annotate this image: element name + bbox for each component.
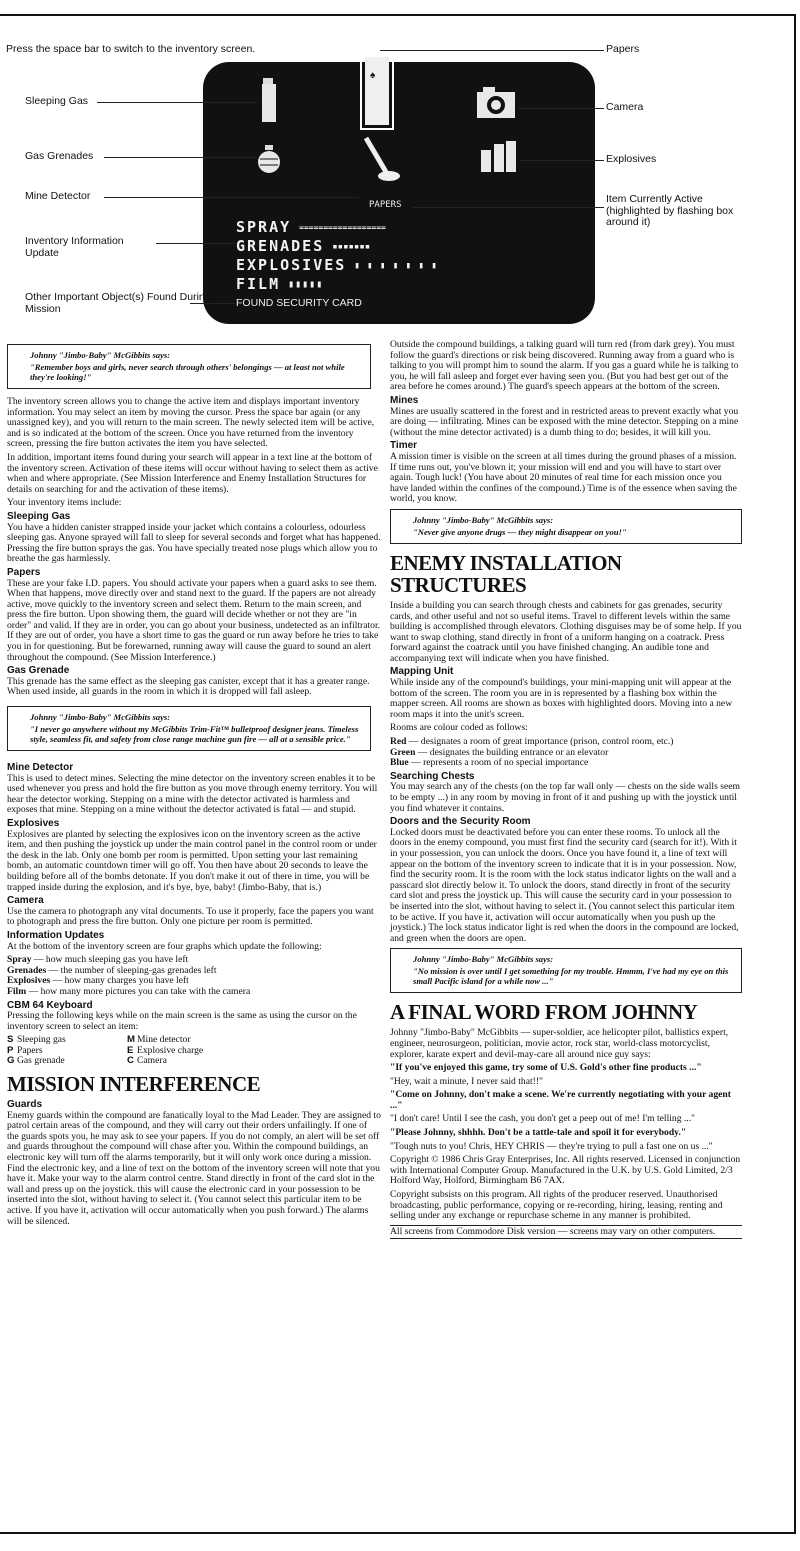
key-table bbox=[7, 1035, 381, 1067]
found-item-line: FOUND SECURITY CARD bbox=[236, 297, 362, 309]
svg-text:♠: ♠ bbox=[370, 70, 376, 81]
copyright-text: Copyright subsists on this program. All rights of the producer reserved. Unauthorised broadcasting, public performance, copying or re-recording, hiring, leasing, renting and selling under any exchange or repurchase scheme in any manner is prohibited. bbox=[390, 1189, 723, 1222]
section-heading: Information Updates bbox=[7, 929, 105, 941]
leader-line bbox=[520, 160, 604, 161]
callout-camera: Camera bbox=[606, 101, 644, 113]
leader-line bbox=[104, 157, 257, 158]
mine-detector-icon bbox=[360, 136, 402, 184]
dialogue-line: "Please Johnny, shhhh. Don't be a tattle-tale and spoil it for everybody." bbox=[390, 1127, 687, 1139]
leader-line bbox=[104, 197, 359, 198]
enemy-structures-heading: ENEMY INSTALLATION STRUCTURES bbox=[390, 550, 622, 597]
callout-item-active: Item Currently Active (highlighted by flashing box around it) bbox=[606, 193, 734, 228]
callout-papers: Papers bbox=[606, 43, 640, 55]
leader-line bbox=[97, 102, 257, 103]
section-heading: Mine Detector bbox=[7, 762, 74, 774]
dialogue-line: "Hey, wait a minute, I never said that!!" bbox=[390, 1075, 543, 1087]
final-word-heading: A FINAL WORD FROM JOHNNY bbox=[390, 1000, 698, 1025]
list-item: Red — designates a room of great importance (prison, control room, etc.) bbox=[390, 736, 674, 748]
section-heading: Explosives bbox=[7, 818, 60, 829]
paragraph: Use the camera to photograph any vital documents. To use it properly, face the papers you want to photograph and press the fire button. Only one picture per room is permitted. bbox=[7, 905, 374, 928]
quote-box bbox=[390, 948, 742, 993]
list-item: Blue — represents a room of no special importance bbox=[390, 757, 589, 769]
spray-row bbox=[236, 218, 386, 236]
quote-attribution: Johnny "Jimbo-Baby" McGibbits says: bbox=[413, 514, 554, 525]
list-item: Grenades — the number of sleeping-gas grenades left bbox=[7, 964, 217, 976]
section-heading: Doors and the Security Room bbox=[390, 816, 531, 828]
section-heading: Camera bbox=[7, 895, 44, 907]
section-heading: Sleeping Gas bbox=[7, 510, 71, 522]
quote-text: "I never go anywhere without my McGibbits Trim-Fit™ bulletproof designer jeans. Timeless style, seamless fit, and safety from close range machine gun fire — all at a sensible price." bbox=[30, 724, 359, 745]
paragraph: In addition, important items found during your search will appear in a text line at the bottom of the inventory screen. Activation of these items will occur without having to select them as active when and where appropriate. (See Mission Interference and Enemy Installation Structures for details on searching for and the activation of these items). bbox=[7, 451, 378, 495]
film-gauge: ▮▮▮▮▮ bbox=[288, 279, 324, 290]
quote-text: "No mission is over until I get something for my trouble. Hmmm, I've had my eye on this small Pacific island for a while now ..." bbox=[413, 966, 729, 987]
screens-note: All screens from Commodore Disk version — screens may vary on other computers. bbox=[390, 1225, 742, 1240]
dialogue-line: "Come on Johnny, don't make a scene. We're currently negotiating with your agent ..." bbox=[390, 1089, 731, 1111]
key-letter: C bbox=[127, 1055, 134, 1067]
key-letter: S bbox=[7, 1034, 14, 1046]
paragraph: Locked doors must be deactivated before you can enter these rooms. To unlock all the doors in the enemy compound, you must first find the security card (search for it!). With it in your possession, you can unlock the doors. Once you have found it, a line of text will appear on the bottom of the inventory screen to indicate that it is in your possession. Now, find the security room. It is the room with the lock status indicator lights on the wall and a passcard slot directly below it. To unlock the doors, stand directly in front of the security card slot and press the joystick up. This will cause the security card in your possession to be inserted into the slot, without having to select it. (You cannot select this particular item to be active. If you have it, activation will occur automatically when you push up the joystick.) The lock status indicator light is red when the doors in the compound are locked, and green when the doors are open. bbox=[390, 826, 739, 944]
list-item: Film — how many more pictures you can take with the camera bbox=[7, 985, 251, 997]
list-item: Spray — how much sleeping gas you have left bbox=[7, 954, 189, 966]
key-desc: Explosive charge bbox=[137, 1044, 204, 1056]
quote-attribution: Johnny "Jimbo-Baby" McGibbits says: bbox=[30, 712, 171, 723]
quote-text: "Never give anyone drugs — they might disappear on you!" bbox=[413, 526, 627, 537]
key-desc: Mine detector bbox=[137, 1034, 191, 1046]
key-letter: G bbox=[7, 1055, 15, 1067]
callout-explosives: Explosives bbox=[606, 153, 657, 165]
grenade-icon bbox=[256, 144, 282, 174]
room-colour-list bbox=[390, 737, 742, 769]
copyright-text: Copyright © 1986 Chris Gray Enterprises, Inc. All rights reserved. Licensed in conjunction with International Computer Group. Manufactured in the U.K. by U.S. Gold Limited, 2/3 Holford Way, Holford, Birmingham B6 7AX. bbox=[390, 1154, 741, 1187]
paragraph: Mines are usually scattered in the forest and in restricted areas to prevent exactly what you are doing — infiltrating. Mines can be exposed with the mine detector. Stepping on a mine (without the mine detector activated) is a dumb thing to do; besides, it will kill you. bbox=[390, 405, 739, 438]
grenades-label: GRENADES bbox=[236, 237, 325, 255]
quote-box bbox=[7, 706, 371, 751]
paragraph: These are your fake I.D. papers. You should activate your papers when a guard asks to see them. When that happens, move directly over and stand next to the guard. If the papers are not already active, move quickly to the inventory screen and select them. Return to the main screen, and press the fire button. Upon showing them, the guard will decide whether or not they are "in order" and valid. If they are in order, you can go about your business, undetected as an infiltrator. If they are out of order, you have a short time to gas the guard or run away before he tries to take you in for questioning. But be forewarned, running away will cause the guard to sound an alert throughout the compound. (See Mission Interference.) bbox=[7, 577, 381, 663]
callout-other-objects: Other Important Object(s) Found During Mission bbox=[25, 291, 211, 315]
section-heading: Timer bbox=[390, 440, 418, 452]
update-list bbox=[7, 955, 381, 997]
paragraph: You may search any of the chests (on the top far wall only — chests on the side walls seem to be empty ...) in any room by moving in front of it and pushing up with the joystick until you find whatever it contains. bbox=[390, 781, 740, 814]
key-letter: M bbox=[127, 1034, 135, 1046]
paragraph: Pressing the following keys while on the main screen is the same as using the cursor on the inventory screen to select an item: bbox=[7, 1010, 357, 1032]
quote-box bbox=[7, 344, 371, 389]
dialogue-line: "If you've enjoyed this game, try some of U.S. Gold's other fine products ..." bbox=[390, 1062, 702, 1074]
key-letter: P bbox=[7, 1044, 14, 1056]
paragraph: Inside a building you can search through chests and cabinets for gas grenades, security cards, and other useful and not so useful items. Travel to different levels within the same building is accomplished through elevators. Clothing disguises may be of some help. If you want to swap clothing, stand directly in front of a uniform hanging on a coatrack. Press forward against the coatrack until you have finished changing. An audible tone and accompanying text will indicate when you have finished. bbox=[390, 599, 742, 664]
paragraph: While inside any of the compound's buildings, your mini-mapping unit will appear at the bottom of the screen. The room you are in is represented by a flashing box within the mapper screen. All rooms are shown as boxes with highlighted doors. Moving into a new room maps it into the unit's screen. bbox=[390, 677, 733, 720]
paragraph: At the bottom of the inventory screen are four graphs which update the following: bbox=[7, 940, 322, 952]
key-desc: Papers bbox=[17, 1044, 43, 1056]
inventory-screen bbox=[203, 62, 595, 324]
section-heading: Searching Chests bbox=[390, 770, 475, 782]
explosives-icon bbox=[479, 140, 519, 174]
leader-line bbox=[380, 50, 604, 51]
quote-text: "Remember boys and girls, never search through others' belongings — at least not while they're looking!" bbox=[30, 362, 345, 382]
intro-text: Press the space bar to switch to the inventory screen. bbox=[6, 43, 256, 55]
leader-line bbox=[412, 207, 604, 208]
section-heading: Gas Grenade bbox=[7, 665, 70, 677]
paragraph: Johnny "Jimbo-Baby" McGibbits — super-soldier, ace helicopter pilot, ballistics expert, engineer, neurosurgeon, politician, movie actor, rock star, world-class motorcyclist, explorer, karate expert and devil-may-care all around nice guy says: bbox=[390, 1027, 729, 1060]
callout-mine-detector: Mine Detector bbox=[25, 190, 91, 202]
dialogue-line: "Tough nuts to you! Chris, HEY CHRIS — they're trying to pull a fast one on us ..." bbox=[390, 1140, 713, 1152]
mission-interference-heading: MISSION INTERFERENCE bbox=[7, 1072, 261, 1097]
spray-can-icon bbox=[259, 76, 281, 124]
spray-label: SPRAY bbox=[236, 218, 292, 236]
callout-inventory-update: Inventory Information Update bbox=[25, 235, 124, 259]
key-desc: Sleeping gas bbox=[17, 1034, 66, 1046]
paragraph: Explosives are planted by selecting the explosives icon on the inventory screen as the active item, and then pushing the joystick up under the main control panel in the control room or under the desk in the lab. Only one bomb per room is permitted. Upon setting your last remaining bomb, an automatic countdown timer will go off. You then have about 20 seconds to leave the building before all of the bombs detonate. If you don't make it out of there in time, you will be trapped inside during the explosion, and it's bye, bye, baby! (Jimbo-Baby, that is.) bbox=[7, 828, 377, 893]
paragraph: Your inventory items include: bbox=[7, 497, 122, 509]
key-desc: Gas grenade bbox=[17, 1055, 65, 1067]
left-column bbox=[7, 340, 381, 1230]
grenades-gauge: ▪▪▪▪▪▪▪ bbox=[332, 241, 371, 252]
paragraph: This grenade has the same effect as the sleeping gas canister, except that it has a greater range. When used inside, all guards in the room in which it is dropped will fall asleep. bbox=[7, 675, 370, 698]
paragraph: Enemy guards within the compound are fanatically loyal to the Mad Leader. They are assigned to patrol certain areas of the compound, and they will carry out their orders unfailingly. If one of the guards spots you, he may ask to see your papers. If you do not comply, an alert will be set off and guards throughout the compound will chase after you. Within the compound buildings, an electronic key will turn off the alarms temporarily, but it will only work once during a mission. Find the electronic key, and a line of text on the bottom of the inventory screen will note that you have it. Make your way to the alarm control centre. Stand directly in front of the card slot in the wall and press up on the joystick. this will cause the electronic card in your possession to be inserted into the slot, without having to select it. (You cannot select this particular item to be active. If you have it, activation will occur automatically when you push forward.) The alarms will be silenced. bbox=[7, 1109, 381, 1227]
spray-gauge: ================== bbox=[299, 223, 386, 232]
active-item-label: PAPERS bbox=[369, 200, 402, 210]
quote-attribution: Johnny "Jimbo-Baby" McGibbits says: bbox=[30, 350, 171, 360]
film-label: FILM bbox=[236, 275, 281, 293]
section-heading: CBM 64 Keyboard bbox=[7, 999, 93, 1011]
film-row bbox=[236, 275, 323, 293]
section-heading: Papers bbox=[7, 566, 41, 578]
key-desc: Camera bbox=[137, 1055, 167, 1067]
paragraph: A mission timer is visible on the screen at all times during the ground phases of a mission. If time runs out, you've blown it; your mission will end and you will have to start over again. Tough luck! (You have about 20 minutes of real time for each mission once you have landed within the confines of the compound.) Time is of the essence when saving the world, you know. bbox=[390, 450, 737, 505]
leader-line bbox=[518, 108, 604, 109]
quote-attribution: Johnny "Jimbo-Baby" McGibbits says: bbox=[413, 954, 554, 965]
quote-box bbox=[390, 509, 742, 544]
explosives-row bbox=[236, 256, 438, 274]
section-heading: Mapping Unit bbox=[390, 666, 454, 678]
explosives-gauge: ▮ ▮ ▮ ▮ ▮ ▮ ▮ bbox=[354, 260, 438, 271]
callout-gas-grenades: Gas Grenades bbox=[25, 150, 94, 162]
dialogue-line: "I don't care! Until I see the cash, you don't get a peep out of me! I'm telling ..." bbox=[390, 1113, 696, 1125]
list-item: Explosives — how many charges you have left bbox=[7, 975, 189, 987]
grenades-row bbox=[236, 237, 370, 255]
paragraph: Rooms are colour coded as follows: bbox=[390, 722, 528, 734]
right-column bbox=[390, 340, 742, 1242]
key-letter: E bbox=[127, 1044, 134, 1056]
leader-line bbox=[190, 303, 235, 304]
paragraph: This is used to detect mines. Selecting the mine detector on the inventory screen enables it to be used whenever you press and hold the fire button as you move through enemy territory. You will hear the detector working. Stepping on a mine with the detector activated is harmless and exposes that mine. Stepping on a mine without the detector activated is fatal — and stupid. bbox=[7, 772, 378, 816]
explosives-label: EXPLOSIVES bbox=[236, 256, 347, 274]
list-item: Green — designates the building entrance or an elevator bbox=[390, 746, 609, 758]
section-heading: Mines bbox=[390, 394, 419, 406]
leader-line bbox=[156, 243, 236, 244]
paragraph: The inventory screen allows you to change the active item and displays important inventory information. You may select an item by moving the cursor. Press the space bar again (or any unassigned key), and you will return to the main screen. The newly selected item will be active, and is so indicated at the bottom of the screen. Once you have returned from the inventory screen, pressing the fire button activates the item you have selected. bbox=[7, 396, 375, 450]
section-heading: Guards bbox=[7, 1099, 43, 1111]
camera-icon bbox=[475, 86, 517, 120]
paragraph: Outside the compound buildings, a talking guard will turn red (from dark grey). You must follow the guard's directions or risk being discovered. Running away from a guard who is talking to you will prompt him to sound the alarm. If you gas a guard while he is talking to you, he will fall asleep and forget ever having seen you. (But you had best get out of the area before he comes around.) The guard's speech appears at the bottom of the screen. bbox=[390, 339, 739, 393]
papers-icon bbox=[360, 52, 394, 132]
callout-sleeping-gas: Sleeping Gas bbox=[25, 95, 89, 107]
paragraph: You have a hidden canister strapped inside your jacket which contains a colourless, odourless sleeping gas. Anyone sprayed will fall to sleep for several seconds and forget what has happened. Pressing the fire button sprays the gas. You have specially treated nose plugs which allow you to breathe the gas harmlessly. bbox=[7, 521, 381, 565]
